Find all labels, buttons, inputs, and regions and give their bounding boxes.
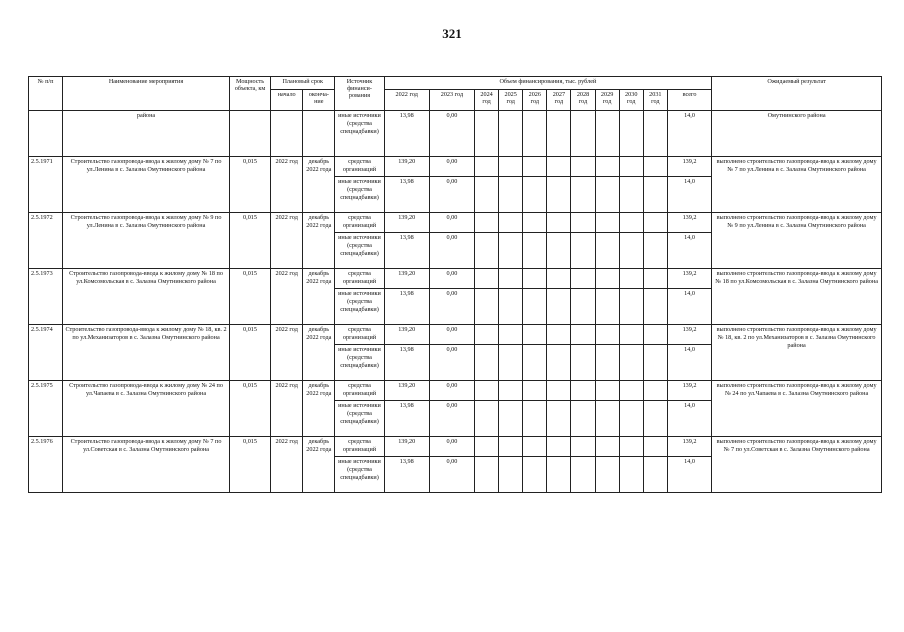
row-source-orgs: средства организаций xyxy=(335,269,384,289)
row-2022-other: 13,98 xyxy=(384,401,429,437)
row-2023-orgs: 0,00 xyxy=(429,269,474,289)
row-num: 2.5.1974 xyxy=(29,325,63,381)
row-total-orgs: 139,2 xyxy=(667,381,711,401)
row-num: 2.5.1976 xyxy=(29,437,63,493)
header-2030: 2030 год xyxy=(619,90,643,111)
row-2023-other: 0,00 xyxy=(429,345,474,381)
row-source-other: иные источники (средства спецнадбавки) xyxy=(335,233,384,269)
table-row xyxy=(29,269,882,289)
cont-total: 14,0 xyxy=(667,111,711,157)
header-funding: Объем финансирования, тыс. рублей xyxy=(384,77,712,90)
row-end: декабрь 2022 года xyxy=(303,213,335,269)
row-start: 2022 год xyxy=(271,437,303,493)
row-end: декабрь 2022 года xyxy=(303,381,335,437)
row-num: 2.5.1975 xyxy=(29,381,63,437)
cont-name: района xyxy=(63,111,230,157)
row-2022-other: 13,98 xyxy=(384,289,429,325)
row-2023-other: 0,00 xyxy=(429,177,474,213)
row-num: 2.5.1972 xyxy=(29,213,63,269)
row-capacity: 0,015 xyxy=(229,213,270,269)
row-source-orgs: средства организаций xyxy=(335,213,384,233)
row-total-orgs: 139,2 xyxy=(667,157,711,177)
row-2023-other: 0,00 xyxy=(429,233,474,269)
row-total-other: 14,0 xyxy=(667,289,711,325)
row-source-other: иные источники (средства спецнадбавки) xyxy=(335,177,384,213)
row-result: выполнено строительство газопровода-ввода к жилому дому № 7 по ул.Ленина в с. Залазна Омутнинского района xyxy=(712,157,882,213)
row-end: декабрь 2022 года xyxy=(303,325,335,381)
row-total-orgs: 139,2 xyxy=(667,213,711,233)
row-2022-orgs: 139,20 xyxy=(384,437,429,457)
header-term: Плановый срок xyxy=(271,77,335,90)
row-result: выполнено строительство газопровода-ввода к жилому дому № 18 по ул.Комсомольская в с. Залазна Омутнинского района xyxy=(712,269,882,325)
row-2023-other: 0,00 xyxy=(429,401,474,437)
cont-2022: 13,98 xyxy=(384,111,429,157)
row-name: Строительство газопровода-ввода к жилому дому № 7 по ул.Ленина в с. Залазна Омутнинского района xyxy=(63,157,230,213)
table-row xyxy=(29,381,882,401)
row-total-other: 14,0 xyxy=(667,345,711,381)
table-row xyxy=(29,213,882,233)
row-2022-orgs: 139,20 xyxy=(384,325,429,345)
row-start: 2022 год xyxy=(271,381,303,437)
row-start: 2022 год xyxy=(271,213,303,269)
row-2023-other: 0,00 xyxy=(429,289,474,325)
row-num: 2.5.1973 xyxy=(29,269,63,325)
row-name: Строительство газопровода-ввода к жилому дому № 7 по ул.Советская в с. Залазна Омутнинского района xyxy=(63,437,230,493)
row-name: Строительство газопровода-ввода к жилому дому № 18, кв. 2 по ул.Механизаторов в с. Залазна Омутнинского района xyxy=(63,325,230,381)
row-source-orgs: средства организаций xyxy=(335,325,384,345)
cont-result: Омутнинского района xyxy=(712,111,882,157)
row-end: декабрь 2022 года xyxy=(303,269,335,325)
header-2024: 2024 год xyxy=(475,90,499,111)
cont-source: иные источники (средства спецнадбавки) xyxy=(335,111,384,157)
row-capacity: 0,015 xyxy=(229,269,270,325)
row-total-other: 14,0 xyxy=(667,457,711,493)
header-num: № п/п xyxy=(29,77,63,111)
header-total: всего xyxy=(667,90,711,111)
row-capacity: 0,015 xyxy=(229,325,270,381)
row-source-other: иные источники (средства спецнадбавки) xyxy=(335,401,384,437)
row-2022-orgs: 139,20 xyxy=(384,381,429,401)
header-2031: 2031 год xyxy=(643,90,667,111)
row-capacity: 0,015 xyxy=(229,381,270,437)
row-start: 2022 год xyxy=(271,325,303,381)
row-total-orgs: 139,2 xyxy=(667,437,711,457)
row-total-orgs: 139,2 xyxy=(667,269,711,289)
row-2022-orgs: 139,20 xyxy=(384,157,429,177)
row-total-other: 14,0 xyxy=(667,233,711,269)
row-2023-orgs: 0,00 xyxy=(429,213,474,233)
header-2022: 2022 год xyxy=(384,90,429,111)
header-term-start: начало xyxy=(271,90,303,111)
row-source-orgs: средства организаций xyxy=(335,437,384,457)
header-name: Наименование мероприятия xyxy=(63,77,230,111)
row-name: Строительство газопровода-ввода к жилому дому № 9 по ул.Ленина в с. Залазна Омутнинского района xyxy=(63,213,230,269)
page-number: 321 xyxy=(442,26,462,41)
row-num: 2.5.1971 xyxy=(29,157,63,213)
table-row xyxy=(29,157,882,177)
header-2023: 2023 год xyxy=(429,90,474,111)
row-start: 2022 год xyxy=(271,157,303,213)
cont-2023: 0,00 xyxy=(429,111,474,157)
row-source-other: иные источники (средства спецнадбавки) xyxy=(335,457,384,493)
table-row xyxy=(29,325,882,345)
row-source-orgs: средства организаций xyxy=(335,381,384,401)
row-2022-other: 13,98 xyxy=(384,457,429,493)
row-2022-other: 13,98 xyxy=(384,345,429,381)
header-2026: 2026 год xyxy=(523,90,547,111)
row-source-other: иные источники (средства спецнадбавки) xyxy=(335,289,384,325)
continuation-row xyxy=(29,111,882,157)
row-result: выполнено строительство газопровода-ввода к жилому дому № 18, кв. 2 по ул.Механизаторов в с. Залазна Омутнинского района xyxy=(712,325,882,381)
row-2023-orgs: 0,00 xyxy=(429,381,474,401)
row-2023-orgs: 0,00 xyxy=(429,325,474,345)
header-capacity: Мощность объекта, км xyxy=(229,77,270,111)
header-2027: 2027 год xyxy=(547,90,571,111)
row-end: декабрь 2022 года xyxy=(303,437,335,493)
row-2022-orgs: 139,20 xyxy=(384,269,429,289)
row-total-other: 14,0 xyxy=(667,401,711,437)
row-source-orgs: средства организаций xyxy=(335,157,384,177)
row-result: выполнено строительство газопровода-ввода к жилому дому № 9 по ул.Ленина в с. Залазна Омутнинского района xyxy=(712,213,882,269)
row-2022-orgs: 139,20 xyxy=(384,213,429,233)
row-source-other: иные источники (средства спецнадбавки) xyxy=(335,345,384,381)
row-2023-orgs: 0,00 xyxy=(429,437,474,457)
row-total-orgs: 139,2 xyxy=(667,325,711,345)
row-start: 2022 год xyxy=(271,269,303,325)
table-row xyxy=(29,437,882,457)
row-2023-other: 0,00 xyxy=(429,457,474,493)
row-capacity: 0,015 xyxy=(229,157,270,213)
row-2022-other: 13,98 xyxy=(384,233,429,269)
header-2025: 2025 год xyxy=(499,90,523,111)
header-source: Источник финанси-рования xyxy=(335,77,384,111)
row-name: Строительство газопровода-ввода к жилому дому № 18 по ул.Комсомольская в с. Залазна Омутнинского района xyxy=(63,269,230,325)
row-result: выполнено строительство газопровода-ввода к жилому дому № 24 по ул.Чапаева в с. Залазна Омутнинского района xyxy=(712,381,882,437)
row-2022-other: 13,98 xyxy=(384,177,429,213)
header-term-end: оконча-ние xyxy=(303,90,335,111)
financing-table xyxy=(28,76,882,493)
row-result: выполнено строительство газопровода-ввода к жилому дому № 7 по ул.Советская в с. Залазна Омутнинского района xyxy=(712,437,882,493)
row-2023-orgs: 0,00 xyxy=(429,157,474,177)
row-capacity: 0,015 xyxy=(229,437,270,493)
row-end: декабрь 2022 года xyxy=(303,157,335,213)
header-2029: 2029 год xyxy=(595,90,619,111)
row-name: Строительство газопровода-ввода к жилому дому № 24 по ул.Чапаева в с. Залазна Омутнинского района xyxy=(63,381,230,437)
row-total-other: 14,0 xyxy=(667,177,711,213)
header-2028: 2028 год xyxy=(571,90,595,111)
header-result: Ожидаемый результат xyxy=(712,77,882,111)
